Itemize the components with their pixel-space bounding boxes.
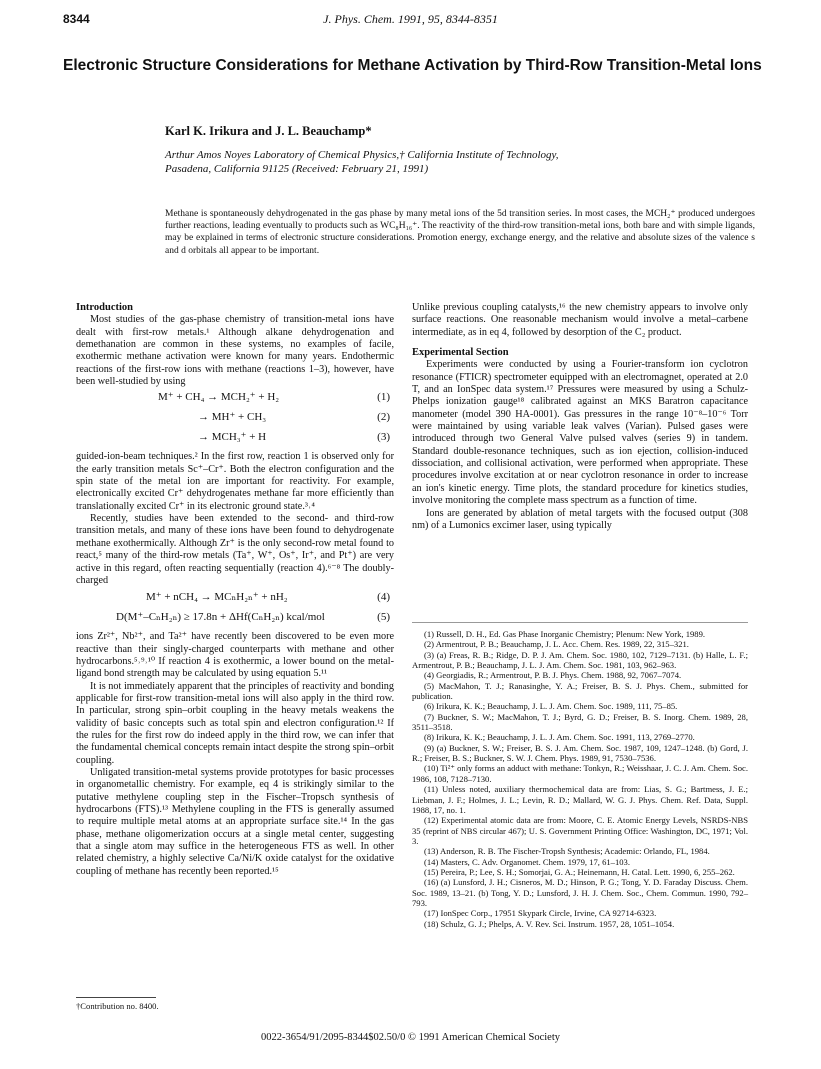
equation-2 (76, 411, 394, 431)
reference: (3) (a) Freas, R. B.; Ridge, D. P. J. Am. Chem. Soc. 1980, 102, 7129–7131. (b) Halle, L. F.; Armentrout, P. B.; Beauchamp, J. L. J. Am. Chem. Soc. 1981, 103, 962–963. (412, 649, 748, 671)
right-column (412, 302, 748, 532)
paragraph: Recently, studies have been extended to the second- and third-row transition metals, and many of these ions have been found to dehydrogenate methane exothermically. Although Zr⁺ is the only second-row metal found to react,⁵ many of the third-row metals (Ta⁺, W⁺, Os⁺, Ir⁺, and Pt⁺) are very active in this regard, often reacting sequentially (reaction 4).⁶⁻⁸ The doubly-charged (76, 513, 394, 586)
equation-text: → MH⁺ + CH₃ (198, 411, 267, 424)
equation-number: (2) (377, 411, 390, 424)
equation-text: M⁺ + nCH₄ → MCₙH₂ₙ⁺ + nH₂ (146, 591, 288, 604)
equation-4 (76, 591, 394, 611)
paragraph: guided-ion-beam techniques.² In the first row, reaction 1 is observed only for the early transition metals Sc⁺–Cr⁺. Both the electron configuration and the spin state of the metal ion are important for reactivity. For example, electronically excited Cr⁺ dehydrogenates methane far more efficiently than translationally excited Cr⁺ in its electronic ground state.³˒⁴ (76, 451, 394, 512)
reference: (12) Experimental atomic data are from: Moore, C. E. Atomic Energy Levels, NSRDS-NBS 35 (reprint of NBS circular 467); U. S. Government Printing Office: Washington, DC, 1971; Vol. 3. (412, 815, 748, 846)
reference: (10) Ti²⁺ only forms an adduct with methane: Tonkyn, R.; Weisshaar, J. C. J. Am. Chem. Soc. 1986, 108, 7128–7130. (412, 763, 748, 784)
footnote-rule (76, 997, 156, 998)
reference: (2) Armentrout, P. B.; Beauchamp, J. L. Acc. Chem. Res. 1989, 22, 315–321. (424, 639, 689, 650)
page-number: 8344 (63, 12, 90, 26)
reference: (15) Pereira, P.; Lee, S. H.; Somorjai, G. A.; Heinemann, H. Catal. Lett. 1990, 6, 255–262. (424, 866, 735, 877)
equation-number: (4) (377, 591, 390, 604)
reference: (5) MacMahon, T. J.; Ranasinghe, Y. A.; Freiser, B. S. J. Phys. Chem., submitted for publication. (412, 680, 748, 702)
reference: (16) (a) Lunsford, J. H.; Cisneros, M. D.; Hinson, P. G.; Tong, Y. D. Faraday Discuss. Chem. Soc. 1989, 13–21. (b) Tong, Y. D.; Lunsford, J. H. J. Chem. Soc., Chem. Commun. 1990, 792–793. (412, 877, 748, 908)
equation-text: → MCH₃⁺ + H (198, 431, 267, 444)
equation-number: (3) (377, 431, 390, 444)
affiliation (165, 148, 745, 176)
reference: (18) Schulz, G. J.; Phelps, A. V. Rev. Sci. Instrum. 1957, 28, 1051–1054. (424, 918, 675, 929)
paragraph: Ions are generated by ablation of metal targets with the focused output (308 nm) of a Lumonics excimer laser, using typically (412, 507, 748, 531)
affiliation-line: Pasadena, California 91125 (Received: February 21, 1991) (165, 163, 429, 175)
reference: (4) Georgiadis, R.; Armentrout, P. B. J. Phys. Chem. 1988, 92, 7067–7074. (424, 670, 682, 681)
equation-5 (76, 611, 394, 631)
equation-1 (76, 391, 394, 411)
section-heading-introduction: Introduction (76, 302, 133, 313)
authors: Karl K. Irikura and J. L. Beauchamp* (165, 124, 372, 138)
footnote: †Contribution no. 8400. (76, 1001, 159, 1011)
reference: (13) Anderson, R. B. The Fischer-Tropsh Synthesis; Academic: Orlando, FL, 1984. (424, 846, 710, 857)
paragraph: It is not immediately apparent that the principles of reactivity and bonding applicable for first-row transition-metal ions will also apply in the third row. In particular, strong spin–orbit coupling in the heavy metals weakens the validity of basic concepts such as total spin and electron configuration.¹² If the rules for the first row do indeed apply in the third row, we can infer that the fundamental chemical concepts remain intact despite the strong spin–orbit coupling. (76, 680, 394, 766)
reference: (17) IonSpec Corp., 17951 Skypark Circle, Irvine, CA 92714-6323. (424, 908, 657, 919)
paragraph: Most studies of the gas-phase chemistry of transition-metal ions have dealt with first-row metals.¹ Although alkane dehydrogenation and demethanation are common in these systems, no examples of facile, exothermic methane activation were known for many years. Endothermic reactions of the first-row ions with methane (reactions 1–3), however, have been well-studied by using (76, 314, 394, 388)
reference: (14) Masters, C. Adv. Organomet. Chem. 1979, 17, 61–103. (424, 856, 630, 867)
paper-title: Electronic Structure Considerations for Methane Activation by Third-Row Transition-Metal Ions (63, 57, 762, 74)
equation-text: M⁺ + CH₄ → MCH₂⁺ + H₂ (158, 391, 280, 404)
section-heading-experimental: Experimental Section (412, 347, 509, 359)
abstract: Methane is spontaneously dehydrogenated in the gas phase by many metal ions of the 5d transition series. In most cases, the MCH₂⁺ produced undergoes further reactions, leading eventually to products such as WC₈H₁₆⁺. The reactivity of the third-row transition-metal ions, both bare and with simple ligands, may be explained in terms of electronic structure considerations. Promotion energy, exchange energy, and the relative and absolute sizes of the valence s and d orbitals all appear to be important. (165, 209, 755, 256)
paragraph: Unligated transition-metal systems provide prototypes for basic processes in organometallic chemistry. For example, eq 4 is strikingly similar to the putative methylene coupling step in the Fischer–Tropsch synthesis of hydrocarbons (FTS).¹³ Methylene coupling in the FTS is generally assumed to require multiple metal atoms at an appropriate surface site.¹⁴ In the gas phase, methane oligomerization occurs at a single metal center, suggesting that a single atom may suffice in the heterogeneous FTS as well. In other related chemistry, a highly selective Ca/Ni/K oxide catalyst for the oxidative coupling of methane has recently been reported.¹⁵ (76, 766, 394, 877)
journal-citation: J. Phys. Chem. 1991, 95, 8344-8351 (323, 12, 498, 26)
reference: (8) Irikura, K. K.; Beauchamp, J. L. J. Am. Chem. Soc. 1991, 113, 2769–2770. (424, 732, 695, 743)
reference: (11) Unless noted, auxiliary thermochemical data are from: Lias, S. G.; Bartmess, J. E.; Liebman, J. F.; Holmes, J. L.; Levin, R. D.; Mallard, W. G. J. Phys. Chem. Ref. Data, Suppl. 1988, 17, no. 1. (412, 784, 748, 815)
equation-number: (1) (377, 391, 390, 404)
references-rule (412, 622, 748, 623)
references-list (412, 629, 748, 929)
equation-3 (76, 431, 394, 451)
copyright-footer: 0022-3654/91/2095-8344$02.50/0 © 1991 American Chemical Society (260, 1032, 561, 1043)
reference: (1) Russell, D. H., Ed. Gas Phase Inorganic Chemistry; Plenum: New York, 1989. (424, 629, 706, 639)
reference: (7) Buckner, S. W.; MacMahon, T. J.; Byrd, G. D.; Freiser, B. S. Inorg. Chem. 1989, 28, 3511–3518. (412, 711, 748, 733)
equation-text: D(M⁺–CₙH₂ₙ) ≥ 17.8n + ΔHf(CₙH₂ₙ) kcal/mol (116, 611, 325, 624)
paragraph: Unlike previous coupling catalysts,¹⁶ the new chemistry appears to involve only surface reactions. One reasonable mechanism would involve a metal–carbene intermediate, as in eq 4, followed by desorption of the C₂ product. (412, 302, 748, 338)
paragraph: Experiments were conducted by using a Fourier-transform ion cyclotron resonance (FTICR) spectrometer equipped with an electromagnet, operated at 2.0 T, and an IonSpec data system.¹⁷ Pressures were measured by using a Schulz-Phelps ionization gauge¹⁸ calibrated against an MKS Baratron capacitance manometer (model 390 HA-0001). Gas pressures in the range 10⁻⁸–10⁻⁶ Torr were maintained by using variable leak valves (Varian). Pulsed gases were introduced through two General Valve pulsed valves (series 9) in tandem. Standard double-resonance techniques, such as ion ejection, collision-induced dissociation, and collisional activation, were performed when appropriate. These procedures involve excitation at or near cyclotron resonance in order to increase an ion's kinetic energy. Time plots, the standard procedure for kinetics studies, involve monitoring the complete mass spectrum as a function of time. (412, 359, 748, 507)
paragraph: ions Zr²⁺, Nb²⁺, and Ta²⁺ have recently been discovered to be even more reactive than their singly-charged counterparts with methane and other hydrocarbons.⁵˒⁹˒¹⁰ If reaction 4 is exothermic, a lower bound on the metal-ligand bond strength may be calculated by using equation 5.¹¹ (76, 631, 394, 680)
equation-number: (5) (377, 611, 390, 624)
affiliation-line: Arthur Amos Noyes Laboratory of Chemical Physics,† California Institute of Technology, (165, 149, 559, 161)
reference: (6) Irikura, K. K.; Beauchamp, J. L. J. Am. Chem. Soc. 1989, 111, 75–85. (424, 701, 678, 712)
reference: (9) (a) Buckner, S. W.; Freiser, B. S. J. Am. Chem. Soc. 1987, 109, 1247–1248. (b) Gord, J. R.; Freiser, B. S.; Buckner, S. W. J. Chem. Phys. 1989, 91, 7530–7536. (412, 742, 748, 764)
left-column (76, 302, 394, 878)
